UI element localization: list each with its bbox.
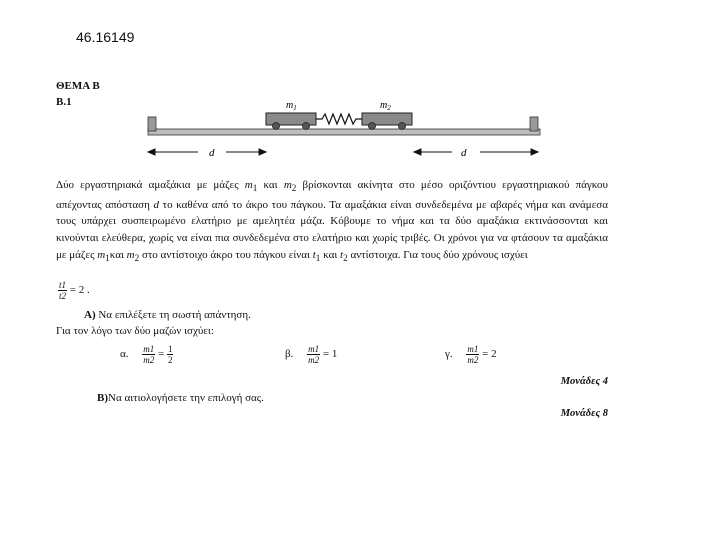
problem-statement: Δύο εργαστηριακά αμαξάκια με μάζες $m_1$ και $m_2$ βρίσκονται ακίνητα στο μέσο οριζόντιου εργαστηριακού πάγκου απέχοντας απόσταση d το καθένα από το άκρο του πάγκου. Τα αμαξάκια είναι συνδεδεμένα με αβαρές νήμα και ανάμεσα τους υπάρχει συσπειρωμένο ελατήριο με αμελητέα μάζα. Κόβουμε το νήμα και τα δύο αμαξάκια εκτινάσσονται και κινούνται ελεύθερα, χωρίς να είναι πια συνδεδεμένα στο ελατήριο και χωρίς τριβές. Οι χρόνοι για να φτάσουν τα αμαξάκια με μάζες $m_1\kappa\alpha\iota$ $m_2$ στο αντίστοιχο άκρο του πάγκου είναι $t_1$ και $t_2$ αντίστοιχα. Για τους δύο χρόνους ισχύει: [56, 179, 609, 263]
time-ratio: $\frac{t1}{t2}$ = 2 .: [59, 280, 90, 301]
section-title: ΘΕΜΑ Β: [56, 80, 100, 92]
left-distance-arrow: [148, 149, 266, 155]
right-distance-arrow: [414, 149, 538, 155]
bench-left-stop: [148, 117, 156, 131]
option-a: α. $\frac{m1}{m2}$ = $\frac{1}{2}$: [120, 344, 173, 365]
carts-figure: [140, 95, 550, 165]
mass2-label: m: [380, 100, 388, 111]
bench: [148, 129, 540, 135]
option-c: γ. $\frac{m1}{m2}$ = 2: [445, 344, 497, 365]
document-id: 46.16149: [76, 29, 135, 45]
part-a-marks: Μονάδες 4: [560, 376, 608, 387]
part-b-prompt: Β)Να αιτιολογήσετε την επιλογή σας.: [97, 392, 264, 404]
cart-m1: [266, 113, 316, 130]
part-a-intro: Για τον λόγο των δύο μαζών ισχύει:: [56, 325, 214, 337]
bench-right-stop: [530, 117, 538, 131]
mass2-sub: 2: [387, 104, 391, 112]
left-distance-label: d: [209, 147, 215, 159]
spring: [316, 114, 362, 124]
svg-text:m1: [286, 100, 297, 112]
option-b: β. $\frac{m1}{m2}$ = 1: [285, 344, 338, 365]
svg-text:m2: [380, 100, 391, 112]
part-b-marks: Μονάδες 8: [560, 408, 608, 419]
subsection-title: Β.1: [56, 96, 72, 108]
right-distance-label: d: [461, 147, 467, 159]
mass1-sub: 1: [293, 104, 297, 112]
mass1-label: m: [286, 100, 294, 111]
part-a-prompt: Α) Να επιλέξετε τη σωστή απάντηση.: [84, 309, 251, 321]
cart-m2: [362, 113, 412, 130]
